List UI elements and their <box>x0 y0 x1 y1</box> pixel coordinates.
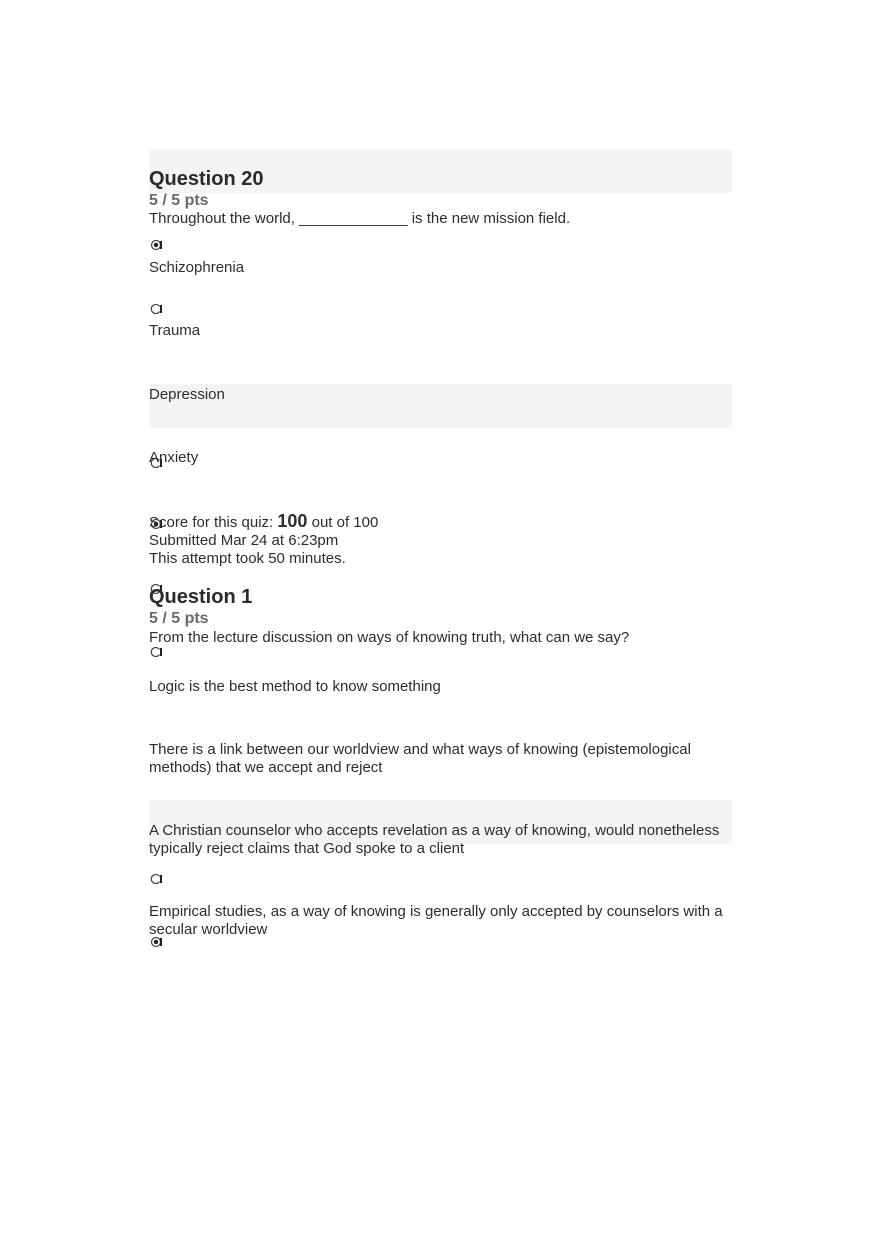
answer-option: Logic is the best method to know something <box>149 678 441 695</box>
question-title: Question 20 <box>149 168 264 190</box>
radio-selected-icon[interactable] <box>150 935 164 949</box>
question-prompt: From the lecture discussion on ways of knowing truth, what can we say? <box>149 629 630 646</box>
radio-selected-icon[interactable] <box>150 238 164 252</box>
radio-unselected-icon[interactable] <box>150 872 164 886</box>
quiz-score <box>149 512 732 532</box>
answer-option: There is a link between our worldview and what ways of knowing (epistemological methods) that we accept and reject <box>149 741 691 776</box>
radio-unselected-icon[interactable] <box>150 645 164 659</box>
answer-option: Trauma <box>149 322 201 339</box>
question-points: 5 / 5 pts <box>149 610 209 627</box>
radio-unselected-icon[interactable] <box>150 302 164 316</box>
submitted-timestamp: Submitted Mar 24 at 6:23pm <box>149 532 339 549</box>
attempt-duration: This attempt took 50 minutes. <box>149 550 346 567</box>
score-label: Score for this quiz: <box>149 514 278 531</box>
answer-option: A Christian counselor who accepts revelation as a way of knowing, would nonetheless typically reject claims that God spoke to a client <box>149 822 720 857</box>
answer-option: Empirical studies, as a way of knowing is generally only accepted by counselors with a secular worldview <box>149 903 723 938</box>
answer-option: Depression <box>149 386 225 403</box>
answer-option: Schizophrenia <box>149 259 245 276</box>
question-points: 5 / 5 pts <box>149 192 209 209</box>
score-total: out of 100 <box>307 514 379 531</box>
question-prompt: Throughout the world, _____________ is the new mission field. <box>149 210 571 227</box>
question-title: Question 1 <box>149 586 253 608</box>
score-value: 100 <box>277 511 308 531</box>
answer-option: Anxiety <box>149 449 199 466</box>
